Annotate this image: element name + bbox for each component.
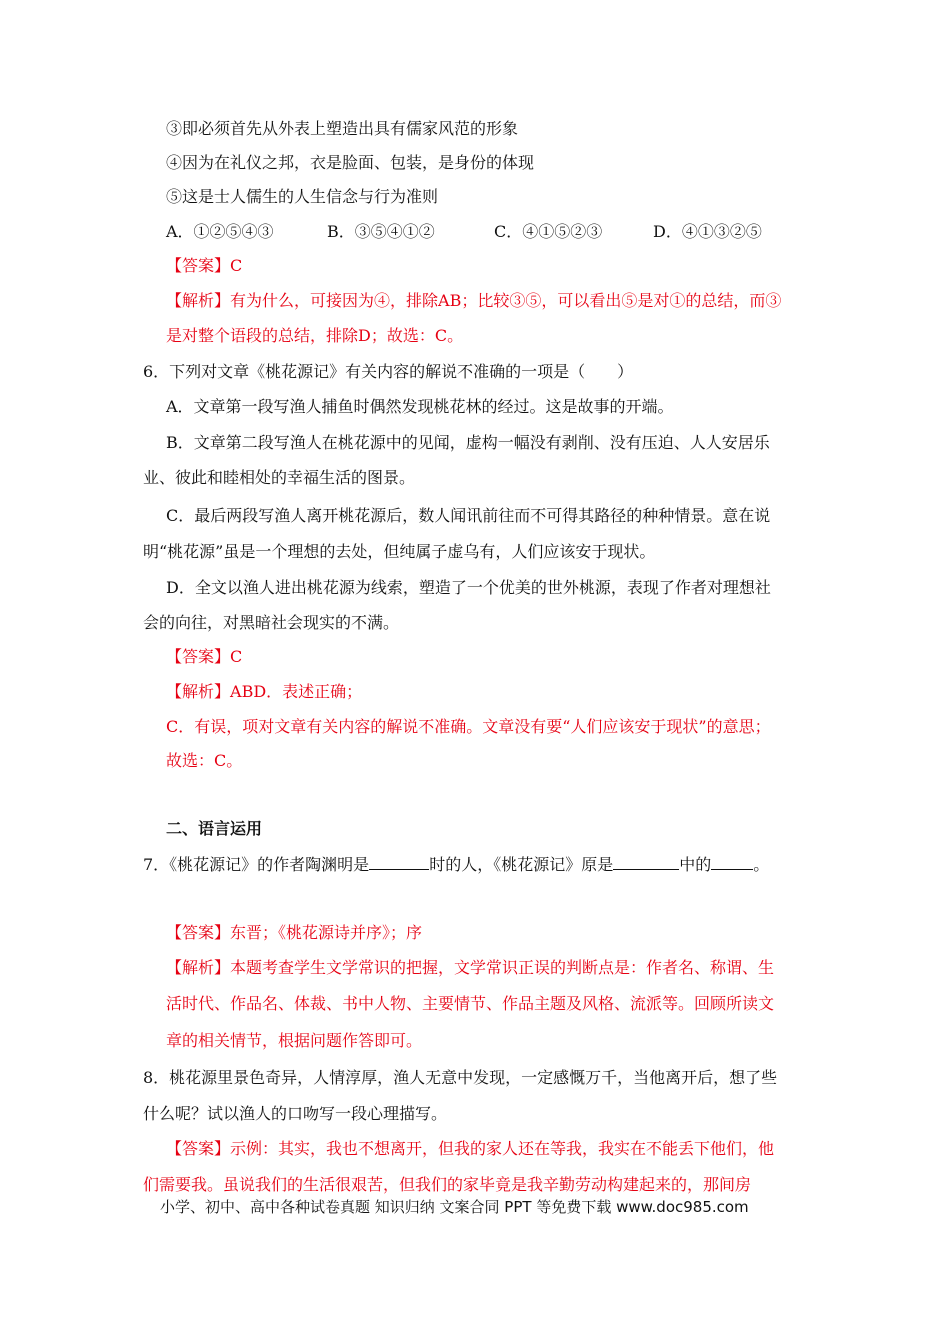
- answer-tag: 【答案】: [166, 923, 231, 942]
- q8-answer-line-2: 们需要我。虽说我们的生活很艰苦，但我们的家毕竟是我辛勤劳动构建起来的，那间房: [143, 1175, 752, 1194]
- q6-option-d-line-2: 会的向往，对黑暗社会现实的不满。: [143, 613, 400, 632]
- analysis-text: 本题考查学生文学常识的把握，文学常识正误的判断点是：作者名、称谓、生: [230, 958, 775, 977]
- analysis-text: ABD．表述正确；: [230, 682, 363, 701]
- section-title: 二、语言运用: [166, 819, 263, 838]
- q6-option-d-line-1: D．全文以渔人进出桃花源为线索，塑造了一个优美的世外桃源，表现了作者对理想社: [166, 578, 771, 597]
- q8-stem-line-2: 什么呢？试以渔人的口吻写一段心理描写。: [143, 1104, 448, 1123]
- answer-tag: 【答案】: [166, 256, 231, 275]
- q5-item-4: ④因为在礼仪之邦，衣是脸面、包装，是身份的体现: [166, 153, 535, 172]
- page-footer: 小学、初中、高中各种试卷真题 知识归纳 文案合同 PPT 等免费下载 www.doc985.com: [160, 1198, 749, 1216]
- q6-analysis-line-2: C．有误，项对文章有关内容的解说不准确。文章没有要“人们应该安于现状”的意思；: [166, 717, 771, 736]
- analysis-text: 有为什么，可接因为④，排除AB；比较③⑤，可以看出⑤是对①的总结，而③: [230, 291, 782, 310]
- fill-blank-3[interactable]: [711, 853, 753, 870]
- q5-item-3: ③即必须首先从外表上塑造出具有儒家风范的形象: [166, 119, 519, 138]
- analysis-tag: 【解析】: [166, 291, 231, 310]
- answer-value: C: [230, 647, 243, 666]
- q7-stem: [143, 853, 769, 876]
- q5-analysis-line-2: 是对整个语段的总结，排除D；故选：C。: [166, 326, 464, 345]
- answer-tag: 【答案】: [166, 647, 231, 666]
- q7-answer: [166, 922, 422, 944]
- answer-value: C: [230, 256, 243, 275]
- q6-option-a: A．文章第一段写渔人捕鱼时偶然发现桃花林的经过。这是故事的开端。: [166, 397, 674, 416]
- q8-stem-line-1: 8．桃花源里景色奇异，人情淳厚，渔人无意中发现，一定感慨万千，当他离开后，想了些: [143, 1068, 778, 1087]
- q7-stem-part-3: 中的: [679, 855, 712, 874]
- q7-stem-part-2: 时的人，《桃花源记》原是: [429, 855, 614, 874]
- answer-tag: 【答案】: [166, 1139, 231, 1158]
- answer-text: 示例：其实，我也不想离开，但我的家人还在等我，我实在不能丢下他们，他: [230, 1139, 775, 1158]
- q6-option-b-line-1: B．文章第二段写渔人在桃花源中的见闻，虚构一幅没有剥削、没有压迫、人人安居乐: [166, 433, 770, 452]
- analysis-tag: 【解析】: [166, 682, 231, 701]
- q7-stem-part-4: 。: [753, 855, 770, 874]
- q7-stem-part-1: 7．《桃花源记》的作者陶渊明是: [143, 855, 370, 874]
- q6-analysis-line-1: [166, 681, 362, 703]
- q8-answer-line-1: [166, 1138, 774, 1160]
- q5-option-b: B．③⑤④①②: [327, 222, 435, 241]
- q7-analysis-line-3: 章的相关情节，根据问题作答即可。: [166, 1031, 423, 1050]
- answer-value: 东晋；《桃花源诗并序》；序: [230, 923, 423, 942]
- q5-analysis-line-1: [166, 290, 781, 312]
- q6-stem: 6．下列对文章《桃花源记》有关内容的解说不准确的一项是（ ）: [143, 362, 634, 381]
- q6-answer: [166, 646, 242, 668]
- q7-analysis-line-2: 活时代、作品名、体裁、书中人物、主要情节、作品主题及风格、流派等。回顾所读文: [166, 994, 775, 1013]
- q6-analysis-line-3: 故选：C。: [166, 751, 243, 770]
- q5-option-c: C．④①⑤②③: [494, 222, 603, 241]
- q5-option-d: D．④①③②⑤: [653, 222, 762, 241]
- q7-analysis-line-1: [166, 957, 774, 979]
- q6-option-c-line-2: 明“桃花源”虽是一个理想的去处，但纯属子虚乌有，人们应该安于现状。: [143, 542, 656, 561]
- q5-item-5: ⑤这是士人儒生的人生信念与行为准则: [166, 187, 439, 206]
- analysis-tag: 【解析】: [166, 958, 231, 977]
- q6-option-c-line-1: C．最后两段写渔人离开桃花源后，数人闻讯前往而不可得其路径的种种情景。意在说: [166, 506, 771, 525]
- fill-blank-2[interactable]: [613, 853, 679, 870]
- q5-answer: [166, 255, 242, 277]
- fill-blank-1[interactable]: [369, 853, 429, 870]
- q6-option-b-line-2: 业、彼此和睦相处的幸福生活的图景。: [143, 468, 416, 487]
- q5-option-a: A．①②⑤④③: [166, 222, 274, 241]
